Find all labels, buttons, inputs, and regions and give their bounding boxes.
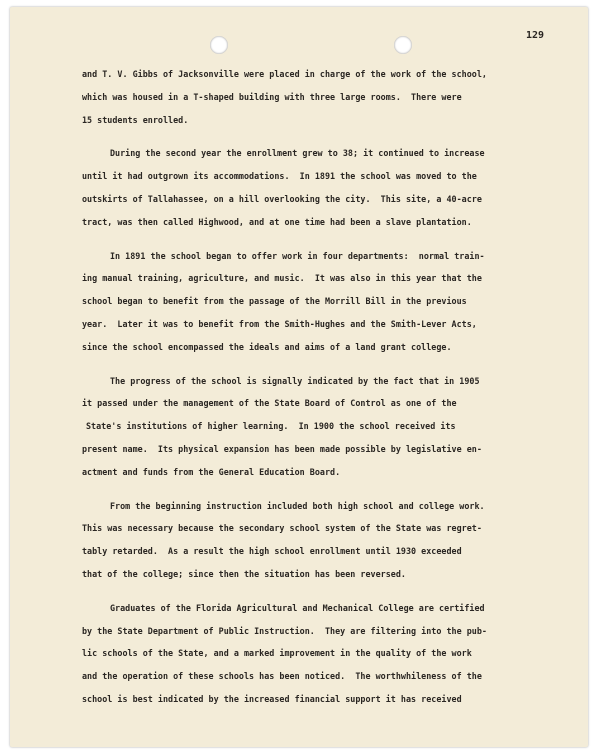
text-line: During the second year the enrollment grew to 38; it continued to increase bbox=[110, 148, 485, 159]
text-line: lic schools of the State, and a marked improvement in the quality of the work bbox=[82, 648, 472, 659]
page-number: 129 bbox=[525, 30, 544, 41]
text-line: that of the college; since then the situation has been reversed. bbox=[82, 568, 406, 579]
paragraph-5 bbox=[82, 495, 552, 586]
body-text bbox=[82, 63, 552, 711]
text-line: tably retarded. As a result the high school enrollment until 1930 exceeded bbox=[82, 546, 462, 557]
text-line: 15 students enrolled. bbox=[82, 114, 189, 125]
text-line: actment and funds from the General Education Board. bbox=[82, 466, 341, 477]
text-line: From the beginning instruction included both high school and college work. bbox=[110, 500, 485, 511]
paragraph-1 bbox=[82, 63, 552, 131]
text-line: school is best indicated by the increased financial support it has received bbox=[82, 693, 462, 704]
punch-hole-left bbox=[210, 36, 228, 54]
punch-hole-right bbox=[394, 36, 412, 54]
text-line: by the State Department of Public Instruction. They are filtering into the pub- bbox=[82, 625, 487, 636]
text-line: Graduates of the Florida Agricultural and Mechanical College are certified bbox=[110, 602, 485, 613]
text-line: State's institutions of higher learning. In 1900 the school received its bbox=[86, 421, 456, 432]
text-line: present name. Its physical expansion has been made possible by legislative en- bbox=[82, 443, 482, 454]
text-line: In 1891 the school began to offer work in four departments: normal train- bbox=[110, 250, 485, 261]
text-line: and T. V. Gibbs of Jacksonville were placed in charge of the work of the school, bbox=[82, 69, 487, 79]
paragraph-3 bbox=[82, 245, 552, 359]
text-line: and the operation of these schools has been noticed. The worthwhileness of the bbox=[82, 671, 482, 682]
typewritten-page bbox=[10, 7, 588, 747]
text-line: This was necessary because the secondary school system of the State was regret- bbox=[82, 523, 482, 534]
text-line: since the school encompassed the ideals and aims of a land grant college. bbox=[82, 341, 452, 352]
text-line: outskirts of Tallahassee, on a hill overlooking the city. This site, a 40-acre bbox=[82, 193, 482, 204]
paragraph-6 bbox=[82, 597, 552, 711]
text-line: it passed under the management of the State Board of Control as one of the bbox=[82, 398, 457, 409]
text-line: year. Later it was to benefit from the Smith-Hughes and the Smith-Lever Acts, bbox=[82, 318, 477, 329]
text-line: tract, was then called Highwood, and at one time had been a slave plantation. bbox=[82, 216, 472, 227]
text-line: which was housed in a T-shaped building with three large rooms. There were bbox=[82, 91, 462, 102]
text-line: school began to benefit from the passage of the Morrill Bill in the previous bbox=[82, 296, 467, 307]
paragraph-4 bbox=[82, 370, 552, 484]
text-line: ing manual training, agriculture, and music. It was also in this year that the bbox=[82, 273, 482, 284]
paragraph-2 bbox=[82, 142, 552, 233]
text-line: The progress of the school is signally indicated by the fact that in 1905 bbox=[110, 375, 480, 386]
text-line: until it had outgrown its accommodations. In 1891 the school was moved to the bbox=[82, 171, 477, 182]
